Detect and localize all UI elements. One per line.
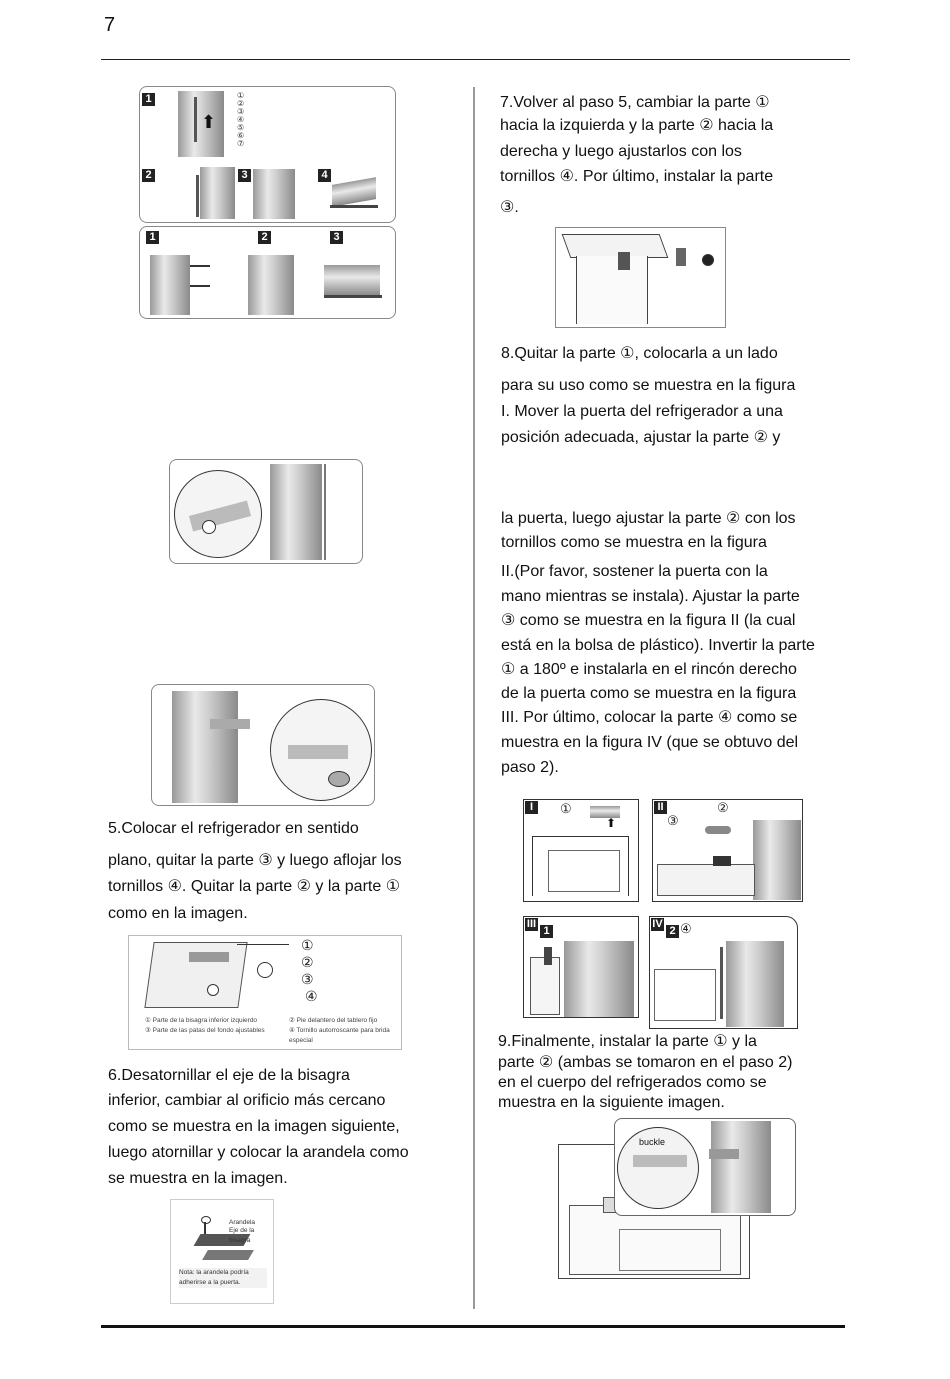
step9-line4: muestra en la siguiente imagen.	[498, 1094, 725, 1111]
step9-line2: parte ② (ambas se tomaron en el paso 2)	[498, 1054, 793, 1071]
step7-line2: hacia la izquierda y la parte ② hacia la	[500, 117, 774, 134]
callout-number: ②	[717, 800, 729, 815]
step8-line4: posición adecuada, ajustar la parte ② y	[501, 429, 781, 446]
callout-number: ③	[667, 813, 679, 828]
figure-hinge-shaft	[170, 1199, 274, 1304]
figure-step9-detail	[614, 1118, 796, 1216]
step9-line3: en el cuerpo del refrigerados como se	[498, 1074, 767, 1091]
callout-number: ④	[305, 988, 318, 1004]
step6-line2: inferior, cambiar al orificio más cercano	[108, 1092, 386, 1109]
step9-line1: 9.Finalmente, instalar la parte ① y la	[498, 1033, 757, 1050]
step8-line14: muestra en la figura IV (que se obtuvo del	[501, 734, 799, 751]
header-rule	[101, 59, 850, 60]
panel-number: 2	[258, 231, 271, 244]
panel-number: 1	[146, 231, 159, 244]
step8-line6: tornillos como se muestra en la figura	[501, 534, 767, 551]
panel-label: IV	[652, 918, 663, 930]
step8-line2: para su uso como se muestra en la figura	[501, 377, 796, 394]
figure-step7-hinge	[555, 227, 726, 328]
panel-number: 3	[330, 231, 343, 244]
panel-number: 3	[238, 169, 251, 182]
step6-line1: 6.Desatornillar el eje de la bisagra	[108, 1067, 350, 1084]
step8-line9: ③ como se muestra en la figura II (la cual	[501, 612, 796, 629]
figure-hinge-detail-a	[169, 459, 363, 564]
step8-line10: está en la bolsa de plástico). Invertir la parte	[501, 637, 815, 654]
step7-line4: tornillos ④. Por último, instalar la parte	[500, 168, 774, 185]
page-number: 7	[104, 14, 116, 36]
shaft-label: Eje de la bisagra	[229, 1227, 255, 1244]
step5-line2: plano, quitar la parte ③ y luego aflojar los	[108, 852, 402, 869]
column-divider	[473, 87, 475, 1309]
step8-line7: II.(Por favor, sostener la puerta con la	[501, 563, 768, 580]
callout-number: ③	[301, 971, 314, 987]
legend-item: ③ Parte de las patas del fondo ajustables	[145, 1027, 265, 1034]
panel-number: 2	[142, 169, 155, 182]
legend-item: ① Parte de la bisagra inferior izquierdo	[145, 1017, 258, 1024]
figure-hinge-detail-b	[151, 684, 375, 806]
step5-line3: tornillos ④. Quitar la parte ② y la parte ①	[108, 878, 401, 895]
figure-step5-parts	[128, 935, 402, 1050]
panel-number: 2	[666, 925, 679, 938]
step5-line1: 5.Colocar el refrigerador en sentido	[108, 820, 359, 837]
step8-line5: la puerta, luego ajustar la parte ② con los	[501, 510, 796, 527]
callout-number: ①	[301, 937, 314, 953]
panel-number: 1	[540, 925, 553, 938]
callout-number: ①	[560, 801, 572, 816]
step7-line1: 7.Volver al paso 5, cambiar la parte ①	[500, 94, 770, 111]
arrow-up-icon: ⬆	[201, 112, 217, 132]
legend-item: ④ Tornillo autorroscante para brida especial	[289, 1027, 390, 1044]
legend-item: ② Pie delantero del tablero fijo	[289, 1017, 378, 1024]
arrow-up-icon: ⬆	[606, 816, 617, 830]
step7-line5: ③.	[500, 199, 519, 216]
part-number-list: ① ② ③ ④ ⑤ ⑥ ⑦	[237, 91, 245, 148]
footer-rule	[101, 1325, 845, 1328]
figure-step8-III	[523, 916, 639, 1018]
step6-line3: como se muestra en la imagen siguiente,	[108, 1118, 400, 1135]
step8-line8: mano mientras se instala). Ajustar la parte	[501, 588, 800, 605]
panel-label: I	[525, 801, 538, 814]
step8-line13: III. Por último, colocar la parte ④ como se	[501, 709, 798, 726]
step6-line4: luego atornillar y colocar la arandela como	[108, 1144, 409, 1161]
figure-step8-II	[652, 799, 803, 902]
callout-number: ④	[680, 921, 692, 936]
step8-line15: paso 2).	[501, 759, 559, 776]
panel-label: III	[526, 918, 537, 930]
buckle-label: buckle	[639, 1137, 666, 1147]
step8-line1: 8.Quitar la parte ①, colocarla a un lado	[501, 345, 778, 362]
washer-note: Nota: la arandela podría adherirse a la puerta.	[179, 1268, 267, 1288]
step8-line12: de la puerta como se muestra en la figura	[501, 685, 797, 702]
panel-label: II	[654, 801, 667, 814]
callout-number: ②	[301, 954, 314, 970]
figure-door-removal-steps	[139, 86, 396, 223]
panel-number: 4	[318, 169, 331, 182]
panel-number: 1	[142, 93, 155, 106]
step5-line4: como en la imagen.	[108, 905, 248, 922]
washer-label: Arandela	[229, 1219, 256, 1226]
figure-door-reinstall-steps	[139, 226, 396, 319]
figure-step8-IV	[649, 916, 798, 1029]
figure-step8-I	[523, 799, 639, 902]
step6-line5: se muestra en la imagen.	[108, 1170, 288, 1187]
step7-line3: derecha y luego ajustarlos con los	[500, 143, 742, 160]
step8-line11: ① a 180º e instalarla en el rincón derecho	[501, 661, 797, 678]
step8-line3: I. Mover la puerta del refrigerador a una	[501, 403, 783, 420]
